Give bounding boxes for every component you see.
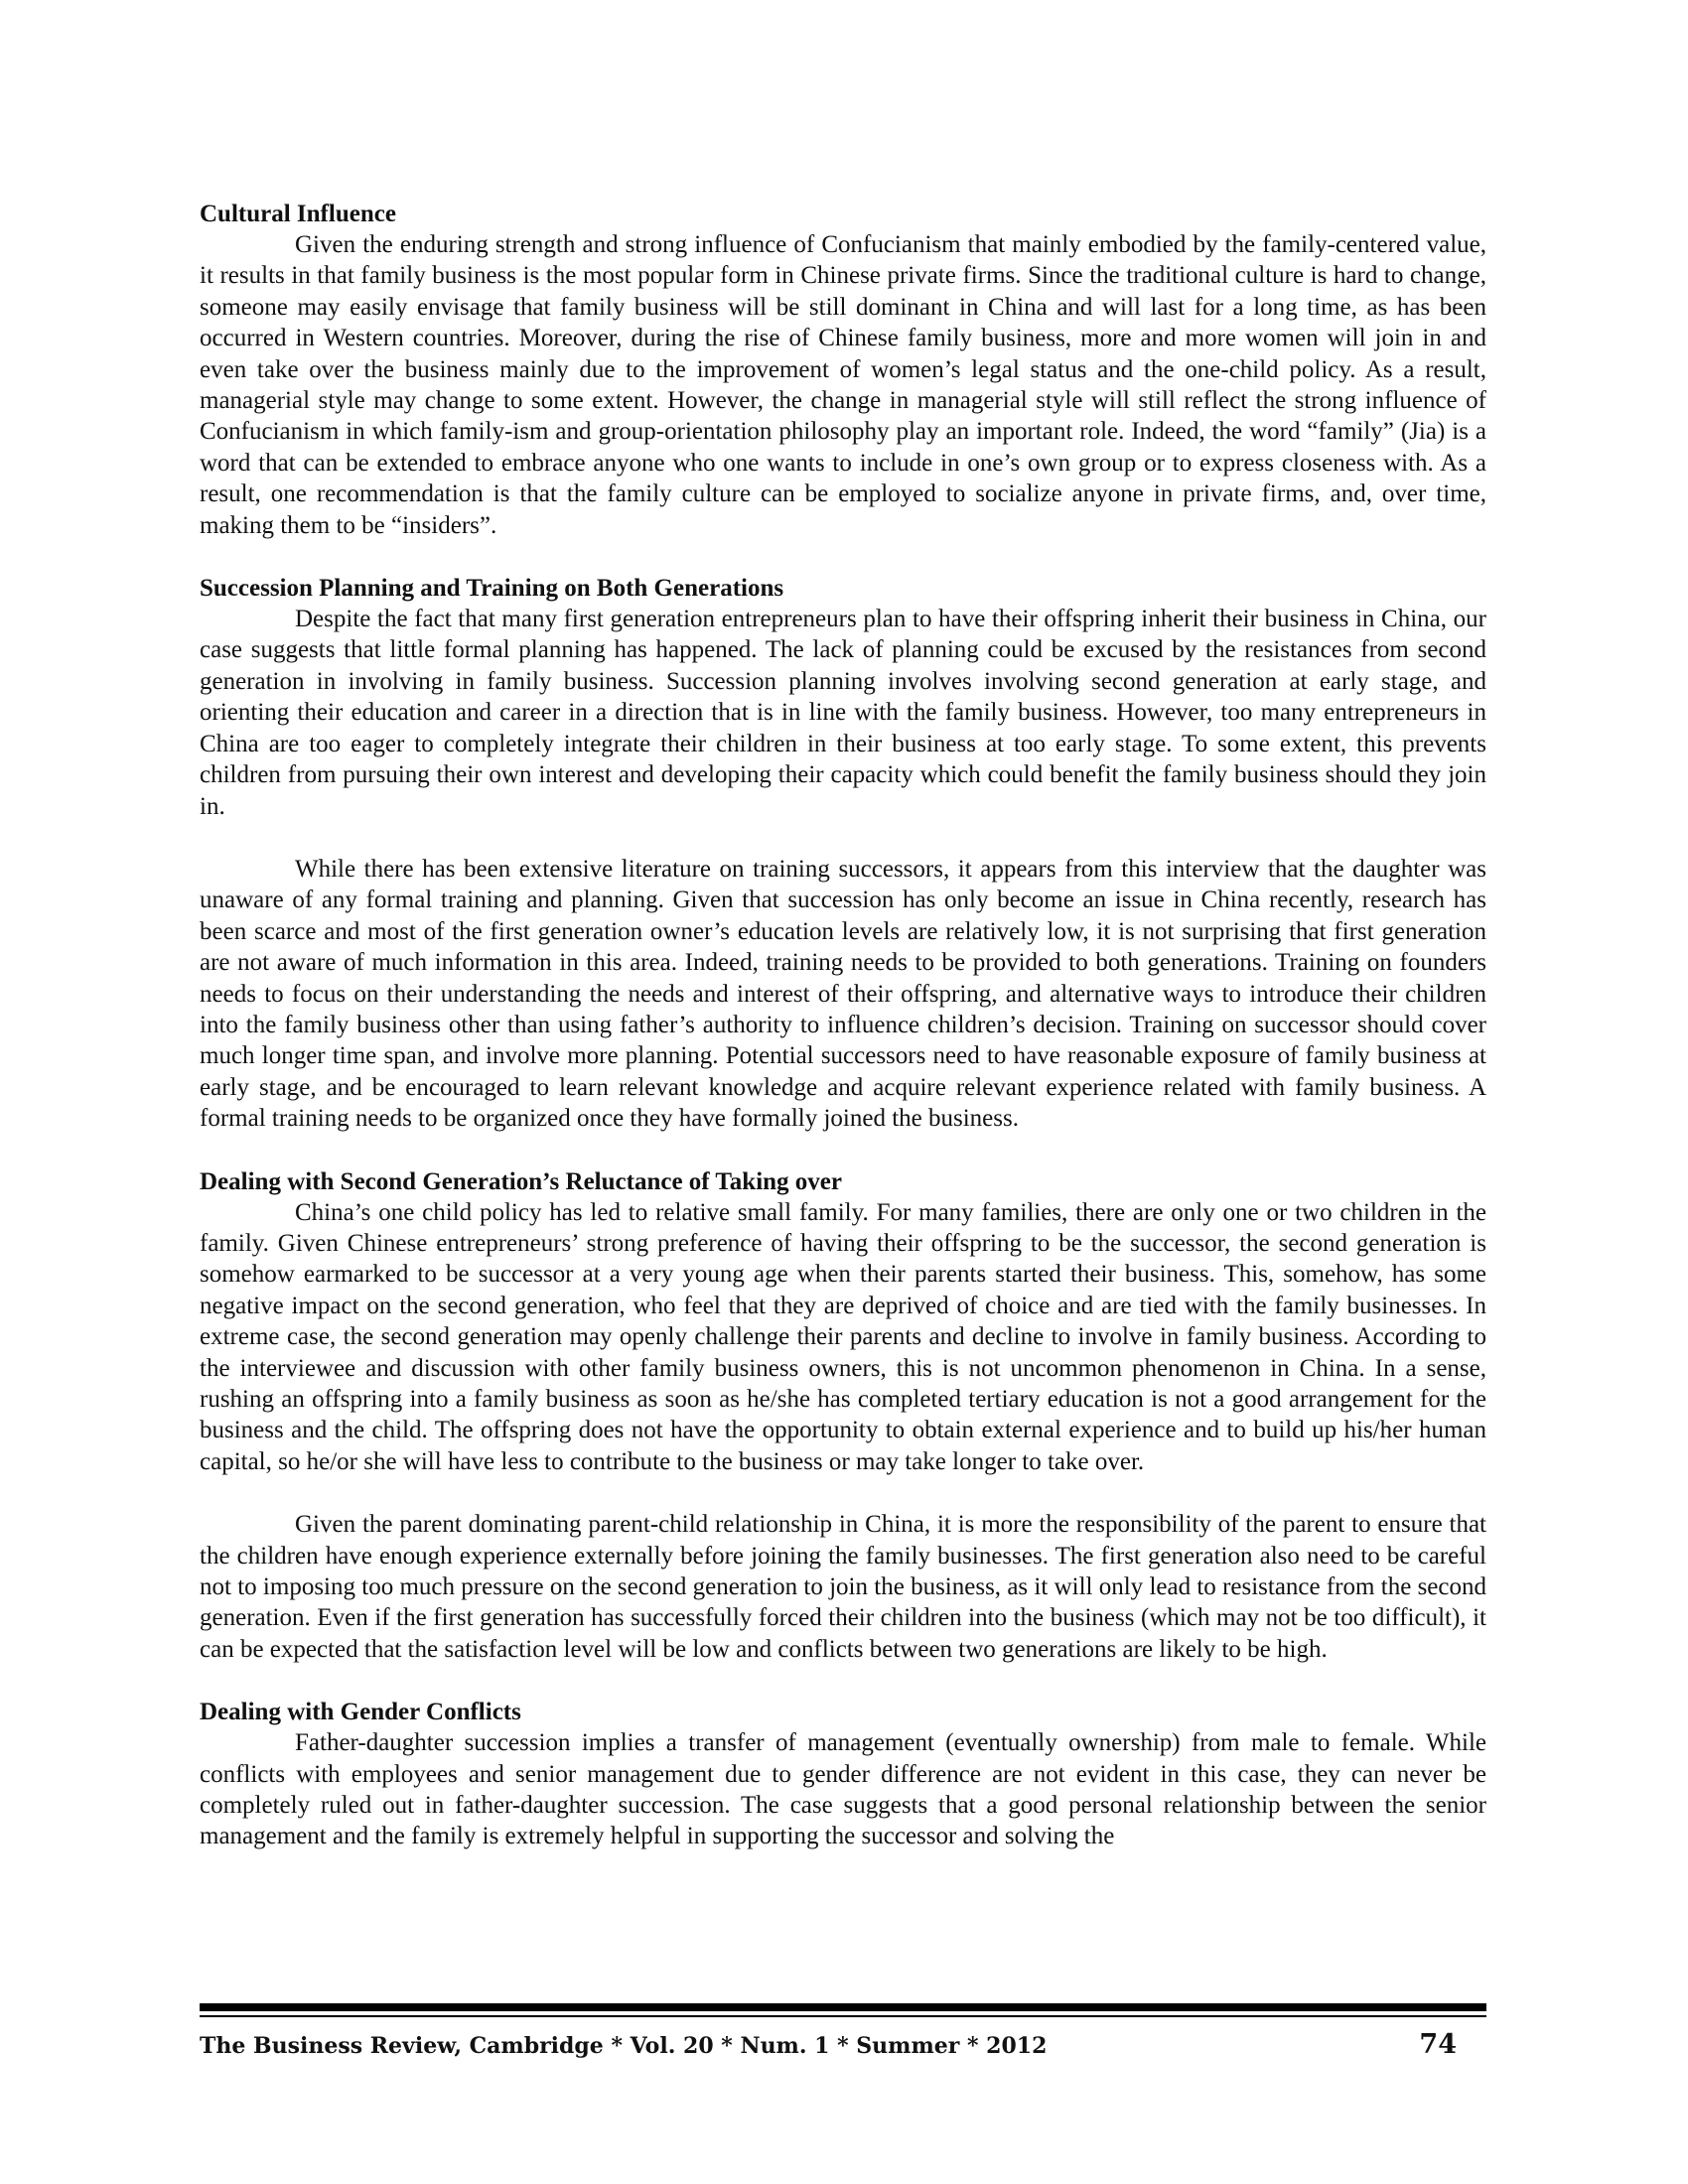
footer-rule-thin (200, 2015, 1486, 2017)
section-heading: Succession Planning and Training on Both Generations (200, 575, 784, 603)
article-body (200, 199, 1486, 1884)
section-heading: Cultural Influence (200, 201, 396, 227)
paragraph: Despite the fact that many first generation entrepreneurs plan to have their offspring inherit their business in China, our case suggests that little formal planning has happened. The lack of planning could be excused by the resistances from second generation in involving in family business. Succession planning involves involving second generation at early stage, and orienting their education and career in a direction that is in line with the family business. However, too many entrepreneurs in China are too eager to completely integrate their children in their business at too early stage. To some extent, this prevents children from pursuing their own interest and developing their capacity which could benefit the family business should they join in. (200, 606, 1486, 820)
paragraph: Given the parent dominating parent-child relationship in China, it is more the responsibility of the parent to ensure that the children have enough experience externally before joining the family businesses. The first generation also need to be careful not to imposing too much pressure on the second generation to join the business, as it will only lead to resistance from the second generation. Even if the first generation has successfully forced their children into the business (which may not be too difficult), it can be expected that the satisfaction level will be low and conflicts between two generations are likely to be high. (200, 1511, 1486, 1663)
paragraph: While there has been extensive literature on training successors, it appears from this interview that the daughter was unaware of any formal training and planning. Given that succession has only become an issue in China recently, research has been scarce and most of the first generation owner’s education levels are relatively low, it is not surprising that first generation are not aware of much information in this area. Indeed, training needs to be provided to both generations. Training on founders needs to focus on their understanding the needs and interest of their offspring, and alternative ways to introduce their children into the family business other than using father’s authority to influence children’s decision. Training on successor should cover much longer time span, and involve more planning. Potential successors need to have reasonable exposure of family business at early stage, and be encouraged to learn relevant knowledge and acquire relevant experience related with family business. A formal training needs to be organized once they have formally joined the business. (200, 855, 1486, 1133)
paragraph: Father-daughter succession implies a transfer of management (eventually ownership) from male to female. While conflicts with employees and senior management due to gender difference are not evident in this case, they can never be completely ruled out in father-daughter succession. The case suggests that a good personal relationship between the senior management and the family is extremely helpful in supporting the successor and solving the (200, 1729, 1486, 1850)
section-second-generation-reluctance (200, 1166, 1486, 1666)
section-cultural-influence (200, 199, 1486, 541)
page-footer (200, 2003, 1486, 2060)
paragraph: Given the enduring strength and strong influence of Confucianism that mainly embodied by the family-centered value, it results in that family business is the most popular form in Chinese private firms. Since the traditional culture is hard to change, someone may easily envisage that family business will be still dominant in China and will last for a long time, as has been occurred in Western countries. Moreover, during the rise of Chinese family business, more and more women will join in and even take over the business mainly due to the improvement of women’s legal status and the one-child policy. As a result, managerial style may change to some extent. However, the change in managerial style will still reflect the strong influence of Confucianism in which family-ism and group-orientation philosophy play an important role. Indeed, the word “family” (Jia) is a word that can be extended to embrace anyone who one wants to include in one’s own group or to express closeness with. As a result, one recommendation is that the family culture can be employed to socialize anyone in private firms, and, over time, making them to be “insiders”. (200, 231, 1486, 539)
journal-citation: The Business Review, Cambridge * Vol. 20 * Num. 1 * Summer * 2012 (200, 2033, 1048, 2059)
page-number: 74 (1419, 2029, 1457, 2060)
paragraph: China’s one child policy has led to relative small family. For many families, there are only one or two children in the family. Given Chinese entrepreneurs’ strong preference of having their offspring to be the successor, the second generation is somehow earmarked to be successor at a very young age when their parents started their business. This, somehow, has some negative impact on the second generation, who feel that they are deprived of choice and are tied with the family businesses. In extreme case, the second generation may openly challenge their parents and decline to involve in family business. According to the interviewee and discussion with other family business owners, this is not uncommon phenomenon in China. In a sense, rushing an offspring into a family business as soon as he/she has completed tertiary education is not a good arrangement for the business and the child. The offspring does not have the opportunity to obtain external experience and to build up his/her human capital, so he/or she will have less to contribute to the business or may take longer to take over. (200, 1198, 1486, 1475)
footer-rule-thick (200, 2003, 1486, 2011)
section-gender-conflicts (200, 1697, 1486, 1852)
footer-line (200, 2029, 1486, 2060)
section-heading: Dealing with Second Generation’s Reluctance of Taking over (200, 1167, 842, 1195)
section-heading: Dealing with Gender Conflicts (200, 1699, 521, 1726)
section-succession-planning (200, 573, 1486, 1135)
